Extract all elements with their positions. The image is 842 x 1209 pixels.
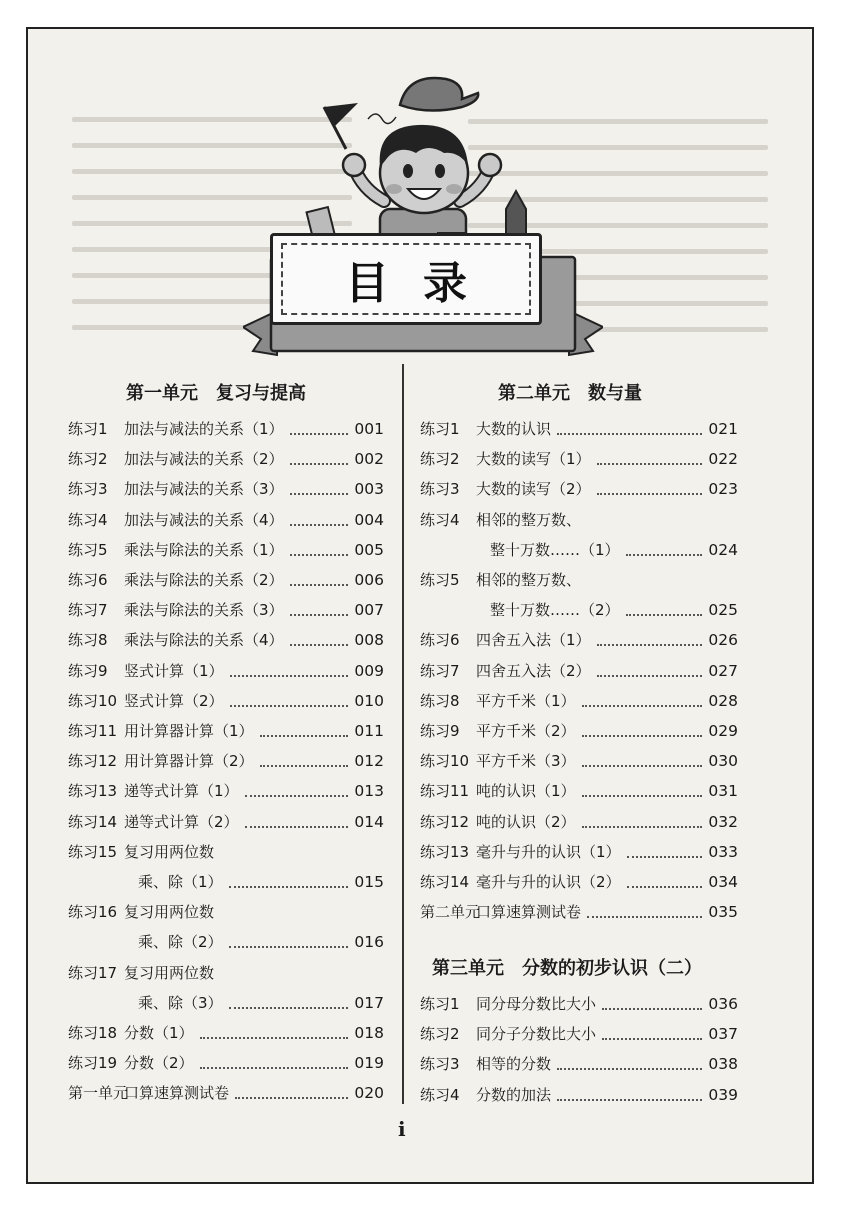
toc-entry[interactable] bbox=[420, 1019, 738, 1049]
dot-leader bbox=[290, 463, 348, 465]
toc-entry-title: 用计算器计算（1） bbox=[124, 722, 254, 740]
toc-entry-label: 练习4 bbox=[420, 1085, 460, 1104]
toc-entry-title: 平方千米（3） bbox=[476, 752, 576, 771]
toc-entry-label: 练习5 bbox=[68, 540, 108, 559]
toc-entry[interactable] bbox=[420, 1049, 738, 1079]
dot-leader bbox=[597, 493, 702, 495]
dot-leader bbox=[597, 463, 702, 465]
toc-entry-label: 练习8 bbox=[420, 691, 460, 710]
toc-entry-page: 001 bbox=[354, 420, 384, 438]
dot-leader bbox=[582, 765, 702, 767]
toc-entry-title: 大数的读写（2） bbox=[476, 480, 591, 499]
toc-entry[interactable] bbox=[68, 625, 384, 655]
dot-leader bbox=[200, 1037, 348, 1039]
toc-entry[interactable] bbox=[68, 565, 384, 595]
toc-entry-title: 乘、除（2） bbox=[138, 933, 223, 952]
toc-entry[interactable] bbox=[420, 535, 738, 565]
toc-entry-title: 吨的认识（1） bbox=[476, 782, 576, 801]
toc-entry-title: 复习用两位数 bbox=[124, 963, 215, 982]
toc-entry-label: 练习4 bbox=[420, 510, 460, 529]
toc-entry[interactable] bbox=[68, 595, 384, 625]
dot-leader bbox=[582, 705, 702, 707]
toc-entry-title: 递等式计算（2） bbox=[124, 812, 239, 831]
toc-entry[interactable] bbox=[68, 867, 384, 897]
dot-leader bbox=[626, 614, 702, 616]
toc-entry-page: 014 bbox=[354, 812, 384, 831]
toc-entry-label: 练习18 bbox=[68, 1024, 118, 1042]
toc-entry-label: 练习4 bbox=[68, 510, 108, 529]
page-title: 目录 bbox=[345, 258, 501, 309]
toc-entry-title: 乘、除（1） bbox=[138, 873, 223, 891]
dot-leader bbox=[200, 1067, 348, 1069]
toc-entry[interactable] bbox=[68, 776, 384, 806]
toc-entry-page: 009 bbox=[354, 661, 384, 680]
toc-entry[interactable] bbox=[68, 1078, 384, 1108]
column-divider bbox=[402, 364, 404, 1104]
toc-entry-title: 四舍五入法（1） bbox=[476, 631, 591, 650]
toc-entry-label: 练习1 bbox=[420, 995, 460, 1013]
toc-entry-title: 加法与减法的关系（3） bbox=[124, 480, 284, 499]
toc-entry[interactable] bbox=[68, 535, 384, 565]
toc-entry[interactable] bbox=[68, 414, 384, 444]
toc-entry[interactable] bbox=[68, 505, 384, 535]
toc-entry-page: 024 bbox=[708, 540, 738, 559]
toc-entry-title: 同分子分数比大小 bbox=[476, 1025, 597, 1044]
toc-entry-page: 020 bbox=[354, 1084, 384, 1103]
dot-leader bbox=[229, 1007, 348, 1009]
dot-leader bbox=[557, 1068, 702, 1070]
toc-entry-page: 004 bbox=[354, 510, 384, 529]
toc-entry[interactable] bbox=[68, 656, 384, 686]
dot-leader bbox=[602, 1008, 702, 1010]
toc-entry-label: 练习2 bbox=[420, 450, 460, 469]
toc-entry-label: 练习15 bbox=[68, 842, 118, 861]
dot-leader bbox=[245, 795, 348, 797]
toc-entry[interactable] bbox=[68, 444, 384, 474]
toc-entry-title: 递等式计算（1） bbox=[124, 782, 239, 801]
toc-entry-title: 分数（1） bbox=[124, 1024, 194, 1042]
dot-leader bbox=[582, 826, 702, 828]
toc-entry-title: 分数（2） bbox=[124, 1054, 194, 1073]
toc-entry-title: 乘法与除法的关系（2） bbox=[124, 571, 284, 589]
toc-entry[interactable] bbox=[420, 625, 738, 655]
toc-entry-page: 013 bbox=[354, 782, 384, 801]
dot-leader bbox=[290, 524, 348, 526]
toc-entry-page: 038 bbox=[708, 1055, 738, 1074]
toc-entry-title: 相等的分数 bbox=[476, 1055, 552, 1074]
toc-entry-title: 竖式计算（1） bbox=[124, 661, 224, 680]
toc-entry-title: 加法与减法的关系（1） bbox=[124, 420, 284, 438]
toc-entry-title: 分数的加法 bbox=[476, 1085, 552, 1104]
page-number: i bbox=[398, 1117, 406, 1141]
toc-entry-page: 012 bbox=[354, 752, 384, 771]
toc-entry-title: 整十万数……（2） bbox=[490, 601, 620, 620]
toc-entry[interactable] bbox=[420, 807, 738, 837]
toc-entry-label: 练习8 bbox=[68, 631, 108, 650]
third-unit-title: 第三单元 分数的初步认识（二） bbox=[432, 958, 702, 979]
toc-entry-label: 练习3 bbox=[420, 1055, 460, 1074]
toc-entry-title: 加法与减法的关系（2） bbox=[124, 450, 284, 469]
toc-entry-label: 练习1 bbox=[420, 420, 460, 438]
toc-entry-label: 练习16 bbox=[68, 903, 118, 922]
toc-entry-label: 练习14 bbox=[420, 873, 470, 891]
toc-entry-title: 同分母分数比大小 bbox=[476, 995, 597, 1013]
toc-entry-label: 练习2 bbox=[68, 450, 108, 469]
toc-entry-page: 026 bbox=[708, 631, 738, 650]
toc-entry-label: 练习3 bbox=[68, 480, 108, 499]
toc-entry-title: 口算速算测试卷 bbox=[476, 903, 582, 922]
toc-entry-label: 第二单元 bbox=[420, 903, 481, 922]
toc-entry-page: 029 bbox=[708, 722, 738, 740]
toc-entry-label: 练习6 bbox=[420, 631, 460, 650]
toc-entry[interactable] bbox=[420, 686, 738, 716]
left-unit-title: 第一单元 复习与提高 bbox=[126, 383, 306, 404]
toc-entry-title: 加法与减法的关系（4） bbox=[124, 510, 284, 529]
dot-leader bbox=[582, 795, 702, 797]
toc-entry[interactable] bbox=[68, 474, 384, 504]
toc-entry[interactable] bbox=[420, 505, 738, 535]
toc-entry-page: 025 bbox=[708, 601, 738, 620]
toc-entry-title: 毫升与升的认识（1） bbox=[476, 842, 621, 861]
dot-leader bbox=[245, 826, 348, 828]
toc-entry[interactable] bbox=[420, 837, 738, 867]
dot-leader bbox=[582, 735, 702, 737]
toc-entry-title: 四舍五入法（2） bbox=[476, 661, 591, 680]
toc-entry-page: 006 bbox=[354, 571, 384, 589]
dot-leader bbox=[627, 886, 702, 888]
toc-entry-label: 练习10 bbox=[420, 752, 470, 771]
toc-entry[interactable] bbox=[68, 1048, 384, 1078]
toc-entry-title: 平方千米（2） bbox=[476, 722, 576, 740]
toc-entry-label: 练习3 bbox=[420, 480, 460, 499]
toc-entry-title: 乘、除（3） bbox=[138, 993, 223, 1012]
toc-entry-page: 032 bbox=[708, 812, 738, 831]
toc-entry-page: 015 bbox=[354, 873, 384, 891]
toc-entry-page: 030 bbox=[708, 752, 738, 771]
toc-entry[interactable] bbox=[68, 1018, 384, 1048]
toc-entry-page: 019 bbox=[354, 1054, 384, 1073]
toc-entry-title: 复习用两位数 bbox=[124, 903, 215, 922]
dot-leader bbox=[557, 433, 702, 435]
toc-entry-label: 第一单元 bbox=[68, 1084, 129, 1103]
dot-leader bbox=[557, 1099, 702, 1101]
toc-entry-label: 练习6 bbox=[68, 571, 108, 589]
dot-leader bbox=[597, 675, 702, 677]
toc-entry[interactable] bbox=[420, 1080, 738, 1110]
toc-entry[interactable] bbox=[420, 414, 738, 444]
toc-entry-page: 031 bbox=[708, 782, 738, 801]
toc-entry[interactable] bbox=[420, 444, 738, 474]
toc-entry-page: 018 bbox=[354, 1024, 384, 1042]
toc-entry-title: 相邻的整万数、 bbox=[476, 571, 582, 589]
dot-leader bbox=[290, 614, 348, 616]
toc-entry-page: 016 bbox=[354, 933, 384, 952]
toc-entry-title: 整十万数……（1） bbox=[490, 540, 620, 559]
toc-entry[interactable] bbox=[420, 867, 738, 897]
book-page bbox=[26, 27, 814, 1184]
toc-entry[interactable] bbox=[420, 716, 738, 746]
toc-entry-title: 吨的认识（2） bbox=[476, 812, 576, 831]
toc-entry-page: 037 bbox=[708, 1025, 738, 1044]
toc-entry-page: 017 bbox=[354, 993, 384, 1012]
toc-entry-label: 练习9 bbox=[420, 722, 460, 740]
toc-entry-label: 练习7 bbox=[68, 601, 108, 620]
toc-entry-page: 011 bbox=[354, 722, 384, 740]
dot-leader bbox=[587, 916, 702, 918]
toc-entry-label: 练习12 bbox=[68, 752, 118, 771]
dot-leader bbox=[260, 765, 348, 767]
toc-entry-page: 010 bbox=[354, 691, 384, 710]
toc-entry-title: 大数的认识 bbox=[476, 420, 552, 438]
toc-entry-title: 毫升与升的认识（2） bbox=[476, 873, 621, 891]
toc-entry[interactable] bbox=[68, 958, 384, 988]
toc-entry-title: 口算速算测试卷 bbox=[124, 1084, 230, 1103]
toc-entry-label: 练习11 bbox=[420, 782, 470, 801]
dot-leader bbox=[229, 946, 348, 948]
toc-entry-label: 练习10 bbox=[68, 691, 118, 710]
dot-leader bbox=[627, 856, 702, 858]
dot-leader bbox=[597, 644, 702, 646]
toc-entry-page: 036 bbox=[708, 995, 738, 1013]
toc-entry-page: 039 bbox=[708, 1085, 738, 1104]
toc-entry-page: 022 bbox=[708, 450, 738, 469]
title-plaque bbox=[270, 233, 542, 325]
toc-entry-label: 练习7 bbox=[420, 661, 460, 680]
toc-entry-page: 003 bbox=[354, 480, 384, 499]
dot-leader bbox=[626, 554, 702, 556]
toc-entry-label: 练习1 bbox=[68, 420, 108, 438]
toc-entry-page: 027 bbox=[708, 661, 738, 680]
dot-leader bbox=[290, 644, 348, 646]
toc-entry-page: 028 bbox=[708, 691, 738, 710]
toc-entry[interactable] bbox=[68, 927, 384, 957]
toc-entry-page: 033 bbox=[708, 842, 738, 861]
toc-entry[interactable] bbox=[68, 837, 384, 867]
toc-entry-label: 练习5 bbox=[420, 571, 460, 589]
toc-entry-label: 练习17 bbox=[68, 963, 118, 982]
toc-entry-title: 竖式计算（2） bbox=[124, 691, 224, 710]
toc-entry[interactable] bbox=[420, 897, 738, 927]
dot-leader bbox=[602, 1038, 702, 1040]
right-unit-title: 第二单元 数与量 bbox=[498, 383, 642, 404]
flag-icon bbox=[324, 103, 358, 127]
toc-entry-page: 035 bbox=[708, 903, 738, 922]
toc-entry-page: 008 bbox=[354, 631, 384, 650]
toc-entry-label: 练习12 bbox=[420, 812, 470, 831]
toc-entry[interactable] bbox=[420, 776, 738, 806]
toc-entry-page: 005 bbox=[354, 540, 384, 559]
toc-entry-title: 乘法与除法的关系（3） bbox=[124, 601, 284, 620]
toc-entry-label: 练习2 bbox=[420, 1025, 460, 1044]
toc-entry-title: 平方千米（1） bbox=[476, 691, 576, 710]
toc-entry[interactable] bbox=[68, 807, 384, 837]
boy-illustration bbox=[268, 49, 588, 259]
dot-leader bbox=[290, 493, 348, 495]
dot-leader bbox=[235, 1097, 348, 1099]
toc-entry-title: 复习用两位数 bbox=[124, 842, 215, 861]
toc-entry-page: 023 bbox=[708, 480, 738, 499]
dot-leader bbox=[290, 554, 348, 556]
toc-entry-page: 034 bbox=[708, 873, 738, 891]
toc-entry-page: 007 bbox=[354, 601, 384, 620]
dot-leader bbox=[230, 705, 348, 707]
toc-entry[interactable] bbox=[420, 474, 738, 504]
toc-entry-title: 乘法与除法的关系（1） bbox=[124, 540, 284, 559]
toc-entry[interactable] bbox=[420, 989, 738, 1019]
toc-entry[interactable] bbox=[420, 565, 738, 595]
toc-entry-page: 002 bbox=[354, 450, 384, 469]
toc-entry-label: 练习13 bbox=[420, 842, 470, 861]
dot-leader bbox=[230, 675, 348, 677]
toc-entry[interactable] bbox=[68, 686, 384, 716]
toc-entry[interactable] bbox=[68, 746, 384, 776]
toc-entry-title: 大数的读写（1） bbox=[476, 450, 591, 469]
toc-entry[interactable] bbox=[420, 746, 738, 776]
dot-leader bbox=[290, 433, 348, 435]
dot-leader bbox=[260, 735, 348, 737]
toc-entry[interactable] bbox=[68, 716, 384, 746]
toc-entry-page: 021 bbox=[708, 420, 738, 438]
toc-entry[interactable] bbox=[68, 988, 384, 1018]
cap-icon bbox=[400, 78, 478, 111]
toc-entry-title: 乘法与除法的关系（4） bbox=[124, 631, 284, 650]
toc-entry-label: 练习13 bbox=[68, 782, 118, 801]
toc-entry-title: 用计算器计算（2） bbox=[124, 752, 254, 771]
toc-entry[interactable] bbox=[68, 897, 384, 927]
toc-entry-title: 相邻的整万数、 bbox=[476, 510, 582, 529]
toc-entry[interactable] bbox=[420, 656, 738, 686]
toc-entry[interactable] bbox=[420, 595, 738, 625]
toc-entry-label: 练习14 bbox=[68, 812, 118, 831]
toc-entry-label: 练习9 bbox=[68, 661, 108, 680]
dot-leader bbox=[229, 886, 348, 888]
toc-entry-label: 练习19 bbox=[68, 1054, 118, 1073]
toc-entry-label: 练习11 bbox=[68, 722, 118, 740]
dot-leader bbox=[290, 584, 348, 586]
